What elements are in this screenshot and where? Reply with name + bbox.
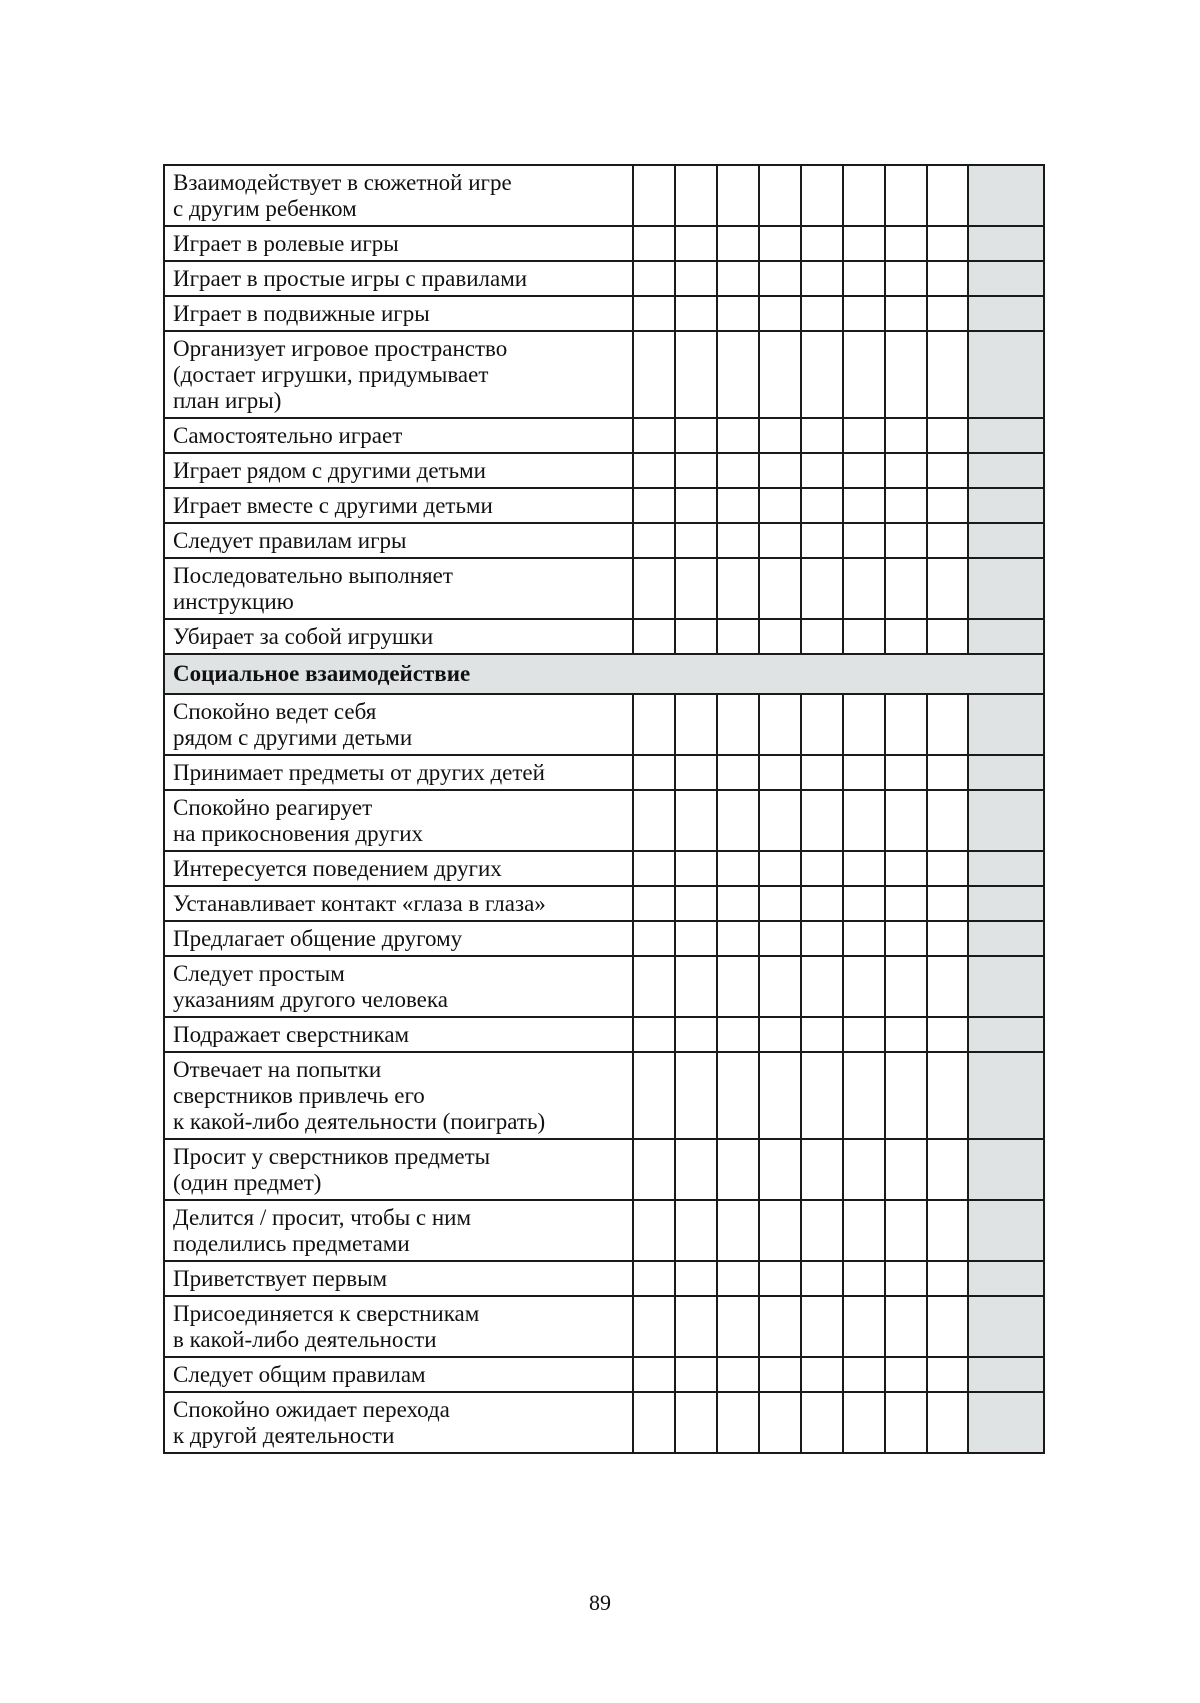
mark-cell[interactable] — [843, 418, 885, 453]
mark-cell[interactable] — [759, 1296, 801, 1357]
mark-cell[interactable] — [759, 296, 801, 331]
mark-cell[interactable] — [801, 1017, 843, 1052]
mark-cell[interactable] — [885, 921, 927, 956]
checklist-row — [164, 619, 1044, 654]
mark-cell[interactable] — [759, 523, 801, 558]
shaded-summary-cell[interactable] — [968, 694, 1044, 755]
mark-cell[interactable] — [759, 790, 801, 851]
skill-label: Предлагает общение другому — [164, 921, 633, 956]
mark-cell[interactable] — [759, 1357, 801, 1392]
mark-cell[interactable] — [675, 331, 717, 418]
mark-cell[interactable] — [633, 165, 675, 226]
mark-cell[interactable] — [843, 331, 885, 418]
mark-cell[interactable] — [675, 558, 717, 619]
page-number: 89 — [589, 1590, 611, 1615]
checklist-row — [164, 558, 1044, 619]
mark-cell[interactable] — [843, 1052, 885, 1139]
skill-label: Присоединяется к сверстникам в какой-либо деятельности — [164, 1296, 633, 1357]
mark-cell[interactable] — [885, 261, 927, 296]
shaded-summary-cell[interactable] — [968, 790, 1044, 851]
mark-cell[interactable] — [633, 956, 675, 1017]
shaded-summary-cell[interactable] — [968, 261, 1044, 296]
shaded-summary-cell[interactable] — [968, 1139, 1044, 1200]
mark-cell[interactable] — [801, 165, 843, 226]
mark-cell[interactable] — [633, 1261, 675, 1296]
mark-cell[interactable] — [633, 453, 675, 488]
checklist-row — [164, 886, 1044, 921]
mark-cell[interactable] — [843, 921, 885, 956]
mark-cell[interactable] — [717, 558, 759, 619]
mark-cell[interactable] — [717, 226, 759, 261]
mark-cell[interactable] — [633, 558, 675, 619]
skill-label: Играет рядом с другими детьми — [164, 453, 633, 488]
mark-cell[interactable] — [759, 921, 801, 956]
skill-label: Интересуется поведением других — [164, 851, 633, 886]
mark-cell[interactable] — [927, 1200, 968, 1261]
shaded-summary-cell[interactable] — [968, 1200, 1044, 1261]
mark-cell[interactable] — [633, 1052, 675, 1139]
mark-cell[interactable] — [885, 619, 927, 654]
shaded-summary-cell[interactable] — [968, 1017, 1044, 1052]
shaded-summary-cell[interactable] — [968, 453, 1044, 488]
checklist-row — [164, 165, 1044, 226]
mark-cell[interactable] — [927, 488, 968, 523]
mark-cell[interactable] — [843, 851, 885, 886]
checklist-row — [164, 1017, 1044, 1052]
mark-cell[interactable] — [801, 523, 843, 558]
mark-cell[interactable] — [927, 331, 968, 418]
mark-cell[interactable] — [801, 790, 843, 851]
skill-label: Устанавливает контакт «глаза в глаза» — [164, 886, 633, 921]
mark-cell[interactable] — [843, 1357, 885, 1392]
section-header-row — [164, 654, 1044, 694]
mark-cell[interactable] — [759, 331, 801, 418]
shaded-summary-cell[interactable] — [968, 558, 1044, 619]
shaded-summary-cell[interactable] — [968, 418, 1044, 453]
mark-cell[interactable] — [717, 523, 759, 558]
mark-cell[interactable] — [759, 1200, 801, 1261]
shaded-summary-cell[interactable] — [968, 886, 1044, 921]
mark-cell[interactable] — [717, 694, 759, 755]
mark-cell[interactable] — [927, 1017, 968, 1052]
mark-cell[interactable] — [633, 886, 675, 921]
mark-cell[interactable] — [675, 1139, 717, 1200]
checklist-row — [164, 1200, 1044, 1261]
mark-cell[interactable] — [843, 558, 885, 619]
mark-cell[interactable] — [633, 1200, 675, 1261]
mark-cell[interactable] — [675, 851, 717, 886]
shaded-summary-cell[interactable] — [968, 523, 1044, 558]
mark-cell[interactable] — [801, 418, 843, 453]
mark-cell[interactable] — [759, 851, 801, 886]
mark-cell[interactable] — [759, 755, 801, 790]
mark-cell[interactable] — [885, 1200, 927, 1261]
mark-cell[interactable] — [843, 523, 885, 558]
mark-cell[interactable] — [885, 1357, 927, 1392]
skill-label: Спокойно ведет себя рядом с другими детьми — [164, 694, 633, 755]
mark-cell[interactable] — [717, 1139, 759, 1200]
skill-label: Последовательно выполняет инструкцию — [164, 558, 633, 619]
mark-cell[interactable] — [759, 488, 801, 523]
mark-cell[interactable] — [843, 1296, 885, 1357]
mark-cell[interactable] — [927, 1296, 968, 1357]
mark-cell[interactable] — [759, 694, 801, 755]
mark-cell[interactable] — [801, 921, 843, 956]
mark-cell[interactable] — [717, 1017, 759, 1052]
mark-cell[interactable] — [843, 694, 885, 755]
mark-cell[interactable] — [885, 1261, 927, 1296]
mark-cell[interactable] — [759, 418, 801, 453]
checklist-row — [164, 261, 1044, 296]
mark-cell[interactable] — [633, 1017, 675, 1052]
mark-cell[interactable] — [717, 261, 759, 296]
mark-cell[interactable] — [675, 453, 717, 488]
skill-label: Принимает предметы от других детей — [164, 755, 633, 790]
mark-cell[interactable] — [759, 886, 801, 921]
checklist-row — [164, 226, 1044, 261]
mark-cell[interactable] — [633, 261, 675, 296]
skill-label: Следует правилам игры — [164, 523, 633, 558]
mark-cell[interactable] — [927, 261, 968, 296]
mark-cell[interactable] — [843, 296, 885, 331]
checklist-row — [164, 790, 1044, 851]
mark-cell[interactable] — [759, 1261, 801, 1296]
section-title: Социальное взаимодействие — [164, 654, 1044, 694]
mark-cell[interactable] — [675, 790, 717, 851]
mark-cell[interactable] — [843, 165, 885, 226]
mark-cell[interactable] — [927, 1357, 968, 1392]
mark-cell[interactable] — [633, 790, 675, 851]
skill-label: Играет в простые игры с правилами — [164, 261, 633, 296]
mark-cell[interactable] — [801, 1357, 843, 1392]
skill-label: Убирает за собой игрушки — [164, 619, 633, 654]
mark-cell[interactable] — [675, 226, 717, 261]
shaded-summary-cell[interactable] — [968, 1052, 1044, 1139]
mark-cell[interactable] — [927, 226, 968, 261]
shaded-summary-cell[interactable] — [968, 165, 1044, 226]
mark-cell[interactable] — [717, 886, 759, 921]
mark-cell[interactable] — [801, 886, 843, 921]
mark-cell[interactable] — [843, 886, 885, 921]
mark-cell[interactable] — [717, 790, 759, 851]
mark-cell[interactable] — [759, 558, 801, 619]
skill-label: Делится / просит, чтобы с ним поделились предметами — [164, 1200, 633, 1261]
mark-cell[interactable] — [633, 331, 675, 418]
mark-cell[interactable] — [633, 1357, 675, 1392]
mark-cell[interactable] — [759, 1017, 801, 1052]
skills-checklist-table — [163, 164, 1045, 1454]
mark-cell[interactable] — [759, 1052, 801, 1139]
mark-cell[interactable] — [885, 1139, 927, 1200]
mark-cell[interactable] — [885, 1052, 927, 1139]
checklist-row — [164, 921, 1044, 956]
mark-cell[interactable] — [675, 523, 717, 558]
mark-cell[interactable] — [633, 1296, 675, 1357]
mark-cell[interactable] — [927, 851, 968, 886]
mark-cell[interactable] — [759, 226, 801, 261]
mark-cell[interactable] — [717, 1357, 759, 1392]
mark-cell[interactable] — [675, 619, 717, 654]
mark-cell[interactable] — [801, 558, 843, 619]
mark-cell[interactable] — [801, 755, 843, 790]
mark-cell[interactable] — [885, 488, 927, 523]
skill-label: Подражает сверстникам — [164, 1017, 633, 1052]
mark-cell[interactable] — [885, 1296, 927, 1357]
mark-cell[interactable] — [843, 1200, 885, 1261]
mark-cell[interactable] — [927, 418, 968, 453]
mark-cell[interactable] — [885, 694, 927, 755]
mark-cell[interactable] — [675, 921, 717, 956]
mark-cell[interactable] — [633, 851, 675, 886]
shaded-summary-cell[interactable] — [968, 1261, 1044, 1296]
mark-cell[interactable] — [759, 261, 801, 296]
mark-cell[interactable] — [633, 296, 675, 331]
checklist-row — [164, 1392, 1044, 1453]
mark-cell[interactable] — [885, 418, 927, 453]
skill-label: Следует простым указаниям другого человека — [164, 956, 633, 1017]
mark-cell[interactable] — [633, 755, 675, 790]
mark-cell[interactable] — [843, 1017, 885, 1052]
skill-label: Играет в подвижные игры — [164, 296, 633, 331]
mark-cell[interactable] — [633, 1139, 675, 1200]
mark-cell[interactable] — [927, 165, 968, 226]
mark-cell[interactable] — [927, 1261, 968, 1296]
mark-cell[interactable] — [843, 619, 885, 654]
mark-cell[interactable] — [801, 1392, 843, 1453]
checklist-row — [164, 956, 1044, 1017]
mark-cell[interactable] — [843, 755, 885, 790]
mark-cell[interactable] — [759, 619, 801, 654]
skill-label: Взаимодействует в сюжетной игре с другим ребенком — [164, 165, 633, 226]
mark-cell[interactable] — [717, 453, 759, 488]
shaded-summary-cell[interactable] — [968, 296, 1044, 331]
mark-cell[interactable] — [843, 488, 885, 523]
skill-label: Самостоятельно играет — [164, 418, 633, 453]
mark-cell[interactable] — [675, 1017, 717, 1052]
mark-cell[interactable] — [801, 226, 843, 261]
mark-cell[interactable] — [633, 488, 675, 523]
mark-cell[interactable] — [633, 694, 675, 755]
mark-cell[interactable] — [843, 1139, 885, 1200]
mark-cell[interactable] — [801, 453, 843, 488]
skill-label: Играет вместе с другими детьми — [164, 488, 633, 523]
mark-cell[interactable] — [885, 558, 927, 619]
mark-cell[interactable] — [801, 619, 843, 654]
mark-cell[interactable] — [927, 921, 968, 956]
mark-cell[interactable] — [717, 619, 759, 654]
mark-cell[interactable] — [675, 1200, 717, 1261]
checklist-row — [164, 755, 1044, 790]
mark-cell[interactable] — [801, 1261, 843, 1296]
mark-cell[interactable] — [885, 331, 927, 418]
skill-label: Играет в ролевые игры — [164, 226, 633, 261]
mark-cell[interactable] — [843, 790, 885, 851]
mark-cell[interactable] — [927, 790, 968, 851]
mark-cell[interactable] — [801, 1052, 843, 1139]
mark-cell[interactable] — [801, 488, 843, 523]
mark-cell[interactable] — [927, 558, 968, 619]
skill-label: Просит у сверстников предметы (один предмет) — [164, 1139, 633, 1200]
checklist-row — [164, 418, 1044, 453]
mark-cell[interactable] — [927, 755, 968, 790]
mark-cell[interactable] — [927, 886, 968, 921]
mark-cell[interactable] — [885, 956, 927, 1017]
mark-cell[interactable] — [633, 523, 675, 558]
skill-label: Приветствует первым — [164, 1261, 633, 1296]
mark-cell[interactable] — [885, 886, 927, 921]
mark-cell[interactable] — [759, 1139, 801, 1200]
mark-cell[interactable] — [801, 1296, 843, 1357]
mark-cell[interactable] — [675, 1392, 717, 1453]
shaded-summary-cell[interactable] — [968, 921, 1044, 956]
mark-cell[interactable] — [717, 1200, 759, 1261]
shaded-summary-cell[interactable] — [968, 619, 1044, 654]
checklist-row — [164, 1261, 1044, 1296]
mark-cell[interactable] — [633, 921, 675, 956]
mark-cell[interactable] — [927, 956, 968, 1017]
mark-cell[interactable] — [717, 851, 759, 886]
mark-cell[interactable] — [801, 296, 843, 331]
mark-cell[interactable] — [927, 523, 968, 558]
shaded-summary-cell[interactable] — [968, 331, 1044, 418]
checklist-row — [164, 1139, 1044, 1200]
mark-cell[interactable] — [633, 226, 675, 261]
mark-cell[interactable] — [759, 165, 801, 226]
mark-cell[interactable] — [801, 1200, 843, 1261]
mark-cell[interactable] — [717, 1392, 759, 1453]
mark-cell[interactable] — [801, 261, 843, 296]
mark-cell[interactable] — [717, 165, 759, 226]
shaded-summary-cell[interactable] — [968, 1392, 1044, 1453]
checklist-row — [164, 331, 1044, 418]
mark-cell[interactable] — [633, 619, 675, 654]
mark-cell[interactable] — [717, 488, 759, 523]
mark-cell[interactable] — [885, 226, 927, 261]
mark-cell[interactable] — [717, 418, 759, 453]
shaded-summary-cell[interactable] — [968, 1357, 1044, 1392]
checklist-row — [164, 1357, 1044, 1392]
checklist-row — [164, 453, 1044, 488]
mark-cell[interactable] — [885, 165, 927, 226]
skill-label: Следует общим правилам — [164, 1357, 633, 1392]
mark-cell[interactable] — [675, 165, 717, 226]
checklist-row — [164, 1052, 1044, 1139]
mark-cell[interactable] — [885, 1017, 927, 1052]
skill-label: Организует игровое пространство (достает игрушки, придумывает план игры) — [164, 331, 633, 418]
mark-cell[interactable] — [927, 1139, 968, 1200]
mark-cell[interactable] — [885, 851, 927, 886]
shaded-summary-cell[interactable] — [968, 851, 1044, 886]
mark-cell[interactable] — [675, 694, 717, 755]
mark-cell[interactable] — [675, 956, 717, 1017]
mark-cell[interactable] — [885, 790, 927, 851]
mark-cell[interactable] — [843, 1392, 885, 1453]
mark-cell[interactable] — [633, 418, 675, 453]
mark-cell[interactable] — [633, 1392, 675, 1453]
mark-cell[interactable] — [717, 956, 759, 1017]
mark-cell[interactable] — [843, 261, 885, 296]
mark-cell[interactable] — [717, 1261, 759, 1296]
mark-cell[interactable] — [675, 261, 717, 296]
mark-cell[interactable] — [675, 886, 717, 921]
mark-cell[interactable] — [675, 418, 717, 453]
mark-cell[interactable] — [801, 956, 843, 1017]
mark-cell[interactable] — [885, 755, 927, 790]
shaded-summary-cell[interactable] — [968, 755, 1044, 790]
shaded-summary-cell[interactable] — [968, 488, 1044, 523]
mark-cell[interactable] — [675, 1357, 717, 1392]
shaded-summary-cell[interactable] — [968, 1296, 1044, 1357]
mark-cell[interactable] — [885, 1392, 927, 1453]
mark-cell[interactable] — [927, 694, 968, 755]
checklist-row — [164, 523, 1044, 558]
skill-label: Спокойно реагирует на прикосновения других — [164, 790, 633, 851]
skill-label: Спокойно ожидает перехода к другой деятельности — [164, 1392, 633, 1453]
mark-cell[interactable] — [801, 1139, 843, 1200]
mark-cell[interactable] — [843, 453, 885, 488]
mark-cell[interactable] — [927, 619, 968, 654]
mark-cell[interactable] — [717, 755, 759, 790]
shaded-summary-cell[interactable] — [968, 956, 1044, 1017]
checklist-row — [164, 851, 1044, 886]
mark-cell[interactable] — [675, 755, 717, 790]
mark-cell[interactable] — [885, 453, 927, 488]
mark-cell[interactable] — [927, 453, 968, 488]
mark-cell[interactable] — [801, 694, 843, 755]
mark-cell[interactable] — [717, 296, 759, 331]
mark-cell[interactable] — [675, 1261, 717, 1296]
mark-cell[interactable] — [885, 296, 927, 331]
shaded-summary-cell[interactable] — [968, 226, 1044, 261]
mark-cell[interactable] — [801, 851, 843, 886]
checklist-row — [164, 694, 1044, 755]
mark-cell[interactable] — [717, 1052, 759, 1139]
mark-cell[interactable] — [759, 453, 801, 488]
mark-cell[interactable] — [801, 331, 843, 418]
mark-cell[interactable] — [927, 1052, 968, 1139]
mark-cell[interactable] — [927, 296, 968, 331]
checklist-row — [164, 1296, 1044, 1357]
mark-cell[interactable] — [675, 488, 717, 523]
skill-label: Отвечает на попытки сверстников привлечь его к какой-либо деятельности (поиграть) — [164, 1052, 633, 1139]
mark-cell[interactable] — [717, 1296, 759, 1357]
mark-cell[interactable] — [927, 1392, 968, 1453]
checklist-row — [164, 488, 1044, 523]
mark-cell[interactable] — [717, 921, 759, 956]
mark-cell[interactable] — [717, 331, 759, 418]
mark-cell[interactable] — [843, 226, 885, 261]
mark-cell[interactable] — [675, 1052, 717, 1139]
mark-cell[interactable] — [675, 296, 717, 331]
mark-cell[interactable] — [759, 1392, 801, 1453]
mark-cell[interactable] — [675, 1296, 717, 1357]
mark-cell[interactable] — [885, 523, 927, 558]
mark-cell[interactable] — [843, 956, 885, 1017]
mark-cell[interactable] — [759, 956, 801, 1017]
mark-cell[interactable] — [843, 1261, 885, 1296]
checklist-row — [164, 296, 1044, 331]
